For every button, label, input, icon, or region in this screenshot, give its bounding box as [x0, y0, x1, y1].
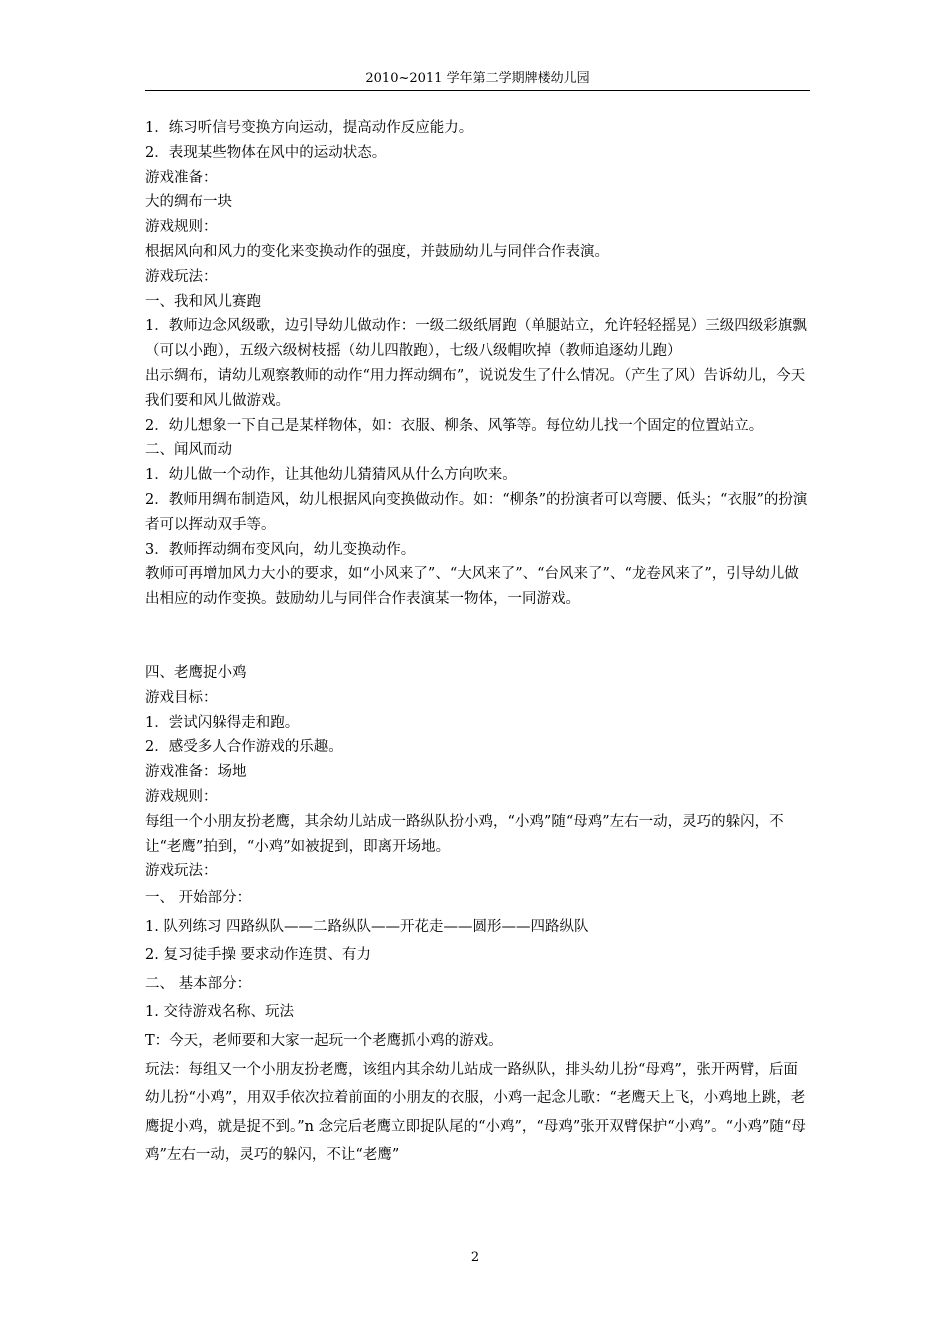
paragraph: 一、我和风儿赛跑: [145, 293, 261, 310]
paragraph: 1．幼儿做一个动作，让其他幼儿猜猜风从什么方向吹来。: [145, 467, 517, 484]
section-eagle-procedure: [145, 884, 810, 1170]
page-header: 2010~2011 学年第二学期牌楼幼儿园: [145, 70, 810, 91]
paragraph: 游戏玩法：: [145, 268, 218, 285]
section-spacer: [145, 612, 810, 661]
paragraph: 玩法：每组又一个小朋友扮老鹰，该组内其余幼儿站成一路纵队，排头幼儿扮“母鸡”，张开两臂，后面幼儿扮“小鸡”，用双手依次拉着前面的小朋友的衣服，小鸡一起念儿歌：“老鹰天上飞，小鸡地上跳，老鹰捉小鸡，就是捉不到。”n 念完后老鹰立即捉队尾的“小鸡”，“母鸡”张开双臂保护“小鸡”。“小鸡”随“母鸡”左右一动，灵巧的躲闪，不让“老鹰”: [145, 1061, 806, 1164]
paragraph: 1. 队列练习 四路纵队——二路纵队——开花走——圆形——四路纵队: [145, 918, 589, 935]
paragraph: 1．练习听信号变换方向运动，提高动作反应能力。: [145, 120, 474, 136]
paragraph: 二、闻风而动: [145, 442, 232, 459]
paragraph: 根据风向和风力的变化来变换动作的强度，并鼓励幼儿与同伴合作表演。: [145, 243, 609, 260]
paragraph: 2．幼儿想象一下自己是某样物体，如：衣服、柳条、风筝等。每位幼儿找一个固定的位置站立。: [145, 417, 764, 434]
document-body: [145, 116, 810, 1170]
paragraph: T：今天，老师要和大家一起玩一个老鹰抓小鸡的游戏。: [145, 1033, 503, 1050]
paragraph: 教师可再增加风力大小的要求，如“小风来了”、“大风来了”、“台风来了”、“龙卷风来了”，引导幼儿做出相应的动作变换。鼓励幼儿与同伴合作表演某一物体，一同游戏。: [145, 566, 799, 608]
paragraph: 每组一个小朋友扮老鹰，其余幼儿站成一路纵队扮小鸡，“小鸡”随“母鸡”左右一动，灵巧的躲闪，不让“老鹰”拍到，“小鸡”如被捉到，即离开场地。: [145, 813, 784, 855]
page-number: 2: [470, 1250, 480, 1265]
paragraph: 1．尝试闪躲得走和跑。: [145, 714, 300, 731]
paragraph: 游戏目标：: [145, 689, 218, 706]
section-eagle-game: [145, 661, 810, 884]
paragraph: 一、 开始部分：: [145, 890, 252, 907]
paragraph: 2．教师用绸布制造风，幼儿根据风向变换做动作。如：“柳条”的扮演者可以弯腰、低头；“衣服”的扮演者可以挥动双手等。: [145, 491, 808, 533]
paragraph: 1. 交待游戏名称、玩法: [145, 1004, 294, 1021]
paragraph: 游戏规则：: [145, 788, 218, 805]
section-wind-game: [145, 116, 810, 612]
section-title: 四、老鹰捉小鸡: [145, 664, 247, 681]
paragraph: 游戏准备：: [145, 169, 218, 186]
paragraph: 2．表现某些物体在风中的运动状态。: [145, 144, 387, 161]
paragraph: 2. 复习徒手操 要求动作连贯、有力: [145, 947, 372, 964]
paragraph: 游戏准备：场地: [145, 764, 247, 781]
paragraph: 游戏规则：: [145, 219, 218, 236]
paragraph: 二、 基本部分：: [145, 975, 252, 992]
paragraph: 游戏玩法：: [145, 863, 218, 880]
paragraph: 3．教师挥动绸布变风向，幼儿变换动作。: [145, 541, 416, 558]
paragraph: 1．教师边念风级歌，边引导幼儿做动作：一级二级纸屑跑（单腿站立，允许轻轻摇晃）三级四级彩旗飘（可以小跑），五级六级树枝摇（幼儿四散跑），七级八级帽吹掉（教师追逐幼儿跑）: [145, 318, 807, 360]
paragraph: 出示绸布，请幼儿观察教师的动作“用力挥动绸布”，说说发生了什么情况。（产生了风）告诉幼儿，今天我们要和风儿做游戏。: [145, 367, 806, 409]
paragraph: 大的绸布一块: [145, 194, 232, 211]
paragraph: 2．感受多人合作游戏的乐趣。: [145, 739, 343, 756]
